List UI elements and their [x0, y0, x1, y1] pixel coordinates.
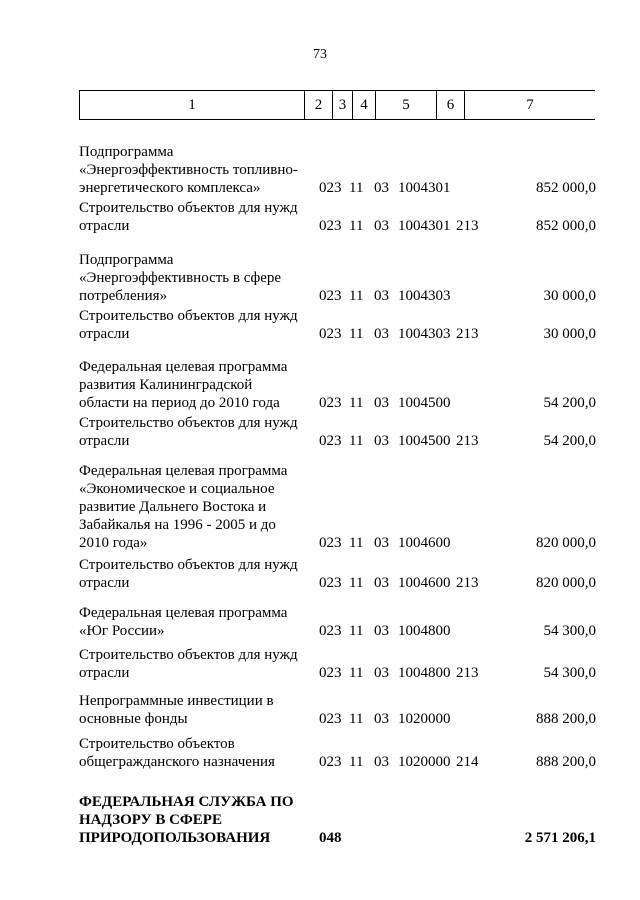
- row-name-line: развития Калининградской: [79, 377, 253, 393]
- row-c4: 03: [374, 218, 389, 234]
- row-name: [79, 646, 304, 682]
- row-name-line: «Энергоэффективность в сфере: [79, 270, 282, 286]
- row-name-line: Забайкалья на 1996 - 2005 и до: [79, 517, 276, 533]
- column-header-2: 2: [305, 90, 333, 120]
- row-c2: 023: [319, 535, 342, 551]
- row-c4: 03: [374, 433, 389, 449]
- row-name-line: ФЕДЕРАЛЬНАЯ СЛУЖБА ПО: [79, 794, 294, 810]
- row-c5: 1004301: [398, 180, 451, 196]
- row-c4: 03: [374, 180, 389, 196]
- column-header-6: 6: [437, 90, 465, 120]
- row-amount: 54 200,0: [543, 395, 596, 411]
- page-number: 73: [313, 47, 327, 62]
- row-name: [79, 143, 304, 197]
- column-header-3: 3: [333, 90, 353, 120]
- row-c5: 1004500: [398, 433, 451, 449]
- row-c4: 03: [374, 288, 389, 304]
- row-name: [79, 604, 304, 640]
- row-c5: 1004600: [398, 535, 451, 551]
- row-amount: 54 300,0: [543, 665, 596, 681]
- row-name-line: отрасли: [79, 575, 130, 591]
- row-c3: 11: [349, 433, 364, 449]
- row-name-line: «Юг России»: [79, 623, 165, 639]
- row-amount: 852 000,0: [536, 218, 596, 234]
- row-amount: 54 300,0: [543, 623, 596, 639]
- row-c3: 11: [349, 535, 364, 551]
- row-name: [79, 793, 304, 847]
- row-amount: 820 000,0: [536, 575, 596, 591]
- row-name-line: Подпрограмма: [79, 144, 174, 160]
- row-c2: 023: [319, 180, 342, 196]
- column-header-1: 1: [79, 90, 305, 120]
- row-amount: 852 000,0: [536, 180, 596, 196]
- row-c4: 03: [374, 711, 389, 727]
- row-c4: 03: [374, 535, 389, 551]
- row-amount: 888 200,0: [536, 711, 596, 727]
- row-c2: 023: [319, 754, 342, 770]
- row-c2: 023: [319, 326, 342, 342]
- row-name-line: «Энергоэффективность топливно-: [79, 162, 298, 178]
- row-c3: 11: [349, 754, 364, 770]
- row-name-line: отрасли: [79, 218, 130, 234]
- row-c5: 1004800: [398, 623, 451, 639]
- column-header-4: 4: [353, 90, 376, 120]
- row-c4: 03: [374, 754, 389, 770]
- row-c5: 1004301: [398, 218, 451, 234]
- row-c3: 11: [349, 326, 364, 342]
- row-name: [79, 556, 304, 592]
- row-c6: 213: [456, 218, 479, 234]
- row-c5: 1004303: [398, 326, 451, 342]
- row-name-line: отрасли: [79, 665, 130, 681]
- row-c4: 03: [374, 326, 389, 342]
- row-c2: 023: [319, 711, 342, 727]
- row-c4: 03: [374, 575, 389, 591]
- row-c4: 03: [374, 665, 389, 681]
- row-name-line: общегражданского назначения: [79, 754, 275, 770]
- row-c2: 023: [319, 218, 342, 234]
- row-c2: 023: [319, 288, 342, 304]
- row-name-line: Подпрограмма: [79, 252, 174, 268]
- row-c5: 1004500: [398, 395, 451, 411]
- column-header-row: [79, 90, 595, 120]
- row-c2: 023: [319, 395, 342, 411]
- row-c2: 023: [319, 665, 342, 681]
- column-header-7: 7: [465, 90, 595, 120]
- row-name: [79, 735, 304, 771]
- row-c6: 213: [456, 665, 479, 681]
- row-name-line: Строительство объектов для нужд: [79, 308, 298, 324]
- row-c2: 023: [319, 623, 342, 639]
- row-name-line: энергетического комплекса»: [79, 180, 261, 196]
- row-c3: 11: [349, 711, 364, 727]
- row-amount: 888 200,0: [536, 754, 596, 770]
- row-amount: 30 000,0: [543, 326, 596, 342]
- row-name-line: Федеральная целевая программа: [79, 463, 288, 479]
- row-name-line: потребления»: [79, 288, 168, 304]
- row-c5: 1020000: [398, 754, 451, 770]
- row-name-line: Федеральная целевая программа: [79, 359, 288, 375]
- row-c3: 11: [349, 288, 364, 304]
- row-name-line: 2010 года»: [79, 535, 148, 551]
- row-name-line: основные фонды: [79, 711, 188, 727]
- column-header-5: 5: [376, 90, 437, 120]
- row-c2: 023: [319, 433, 342, 449]
- row-name-line: «Экономическое и социальное: [79, 481, 275, 497]
- row-c4: 03: [374, 395, 389, 411]
- row-name-line: Федеральная целевая программа: [79, 605, 288, 621]
- row-name-line: Строительство объектов для нужд: [79, 647, 298, 663]
- row-c2: 048: [319, 830, 342, 846]
- row-c6: 213: [456, 326, 479, 342]
- row-c6: 213: [456, 575, 479, 591]
- row-name: [79, 462, 304, 552]
- row-c3: 11: [349, 180, 364, 196]
- row-c2: 023: [319, 575, 342, 591]
- row-c6: 213: [456, 433, 479, 449]
- row-c5: 1020000: [398, 711, 451, 727]
- row-c6: 214: [456, 754, 479, 770]
- row-name: [79, 199, 304, 235]
- row-name-line: НАДЗОРУ В СФЕРЕ: [79, 812, 222, 828]
- row-c4: 03: [374, 623, 389, 639]
- row-name: [79, 414, 304, 450]
- row-name: [79, 307, 304, 343]
- row-amount: 54 200,0: [543, 433, 596, 449]
- row-c5: 1004303: [398, 288, 451, 304]
- row-c3: 11: [349, 575, 364, 591]
- row-name-line: Строительство объектов для нужд: [79, 415, 298, 431]
- row-amount: 820 000,0: [536, 535, 596, 551]
- row-c3: 11: [349, 218, 364, 234]
- row-name: [79, 251, 304, 305]
- row-name-line: Строительство объектов: [79, 736, 235, 752]
- row-c3: 11: [349, 395, 364, 411]
- row-name-line: Строительство объектов для нужд: [79, 557, 298, 573]
- row-name-line: отрасли: [79, 433, 130, 449]
- row-name: [79, 692, 304, 728]
- row-name-line: области на период до 2010 года: [79, 395, 280, 411]
- row-amount: 30 000,0: [543, 288, 596, 304]
- row-c3: 11: [349, 623, 364, 639]
- row-name-line: отрасли: [79, 326, 130, 342]
- row-name-line: развитие Дальнего Востока и: [79, 499, 267, 515]
- row-c5: 1004600: [398, 575, 451, 591]
- row-name-line: Непрограммные инвестиции в: [79, 693, 274, 709]
- row-c3: 11: [349, 665, 364, 681]
- row-name-line: ПРИРОДОПОЛЬЗОВАНИЯ: [79, 830, 271, 846]
- row-name-line: Строительство объектов для нужд: [79, 200, 298, 216]
- row-c5: 1004800: [398, 665, 451, 681]
- row-amount: 2 571 206,1: [524, 830, 596, 846]
- row-name: [79, 358, 304, 412]
